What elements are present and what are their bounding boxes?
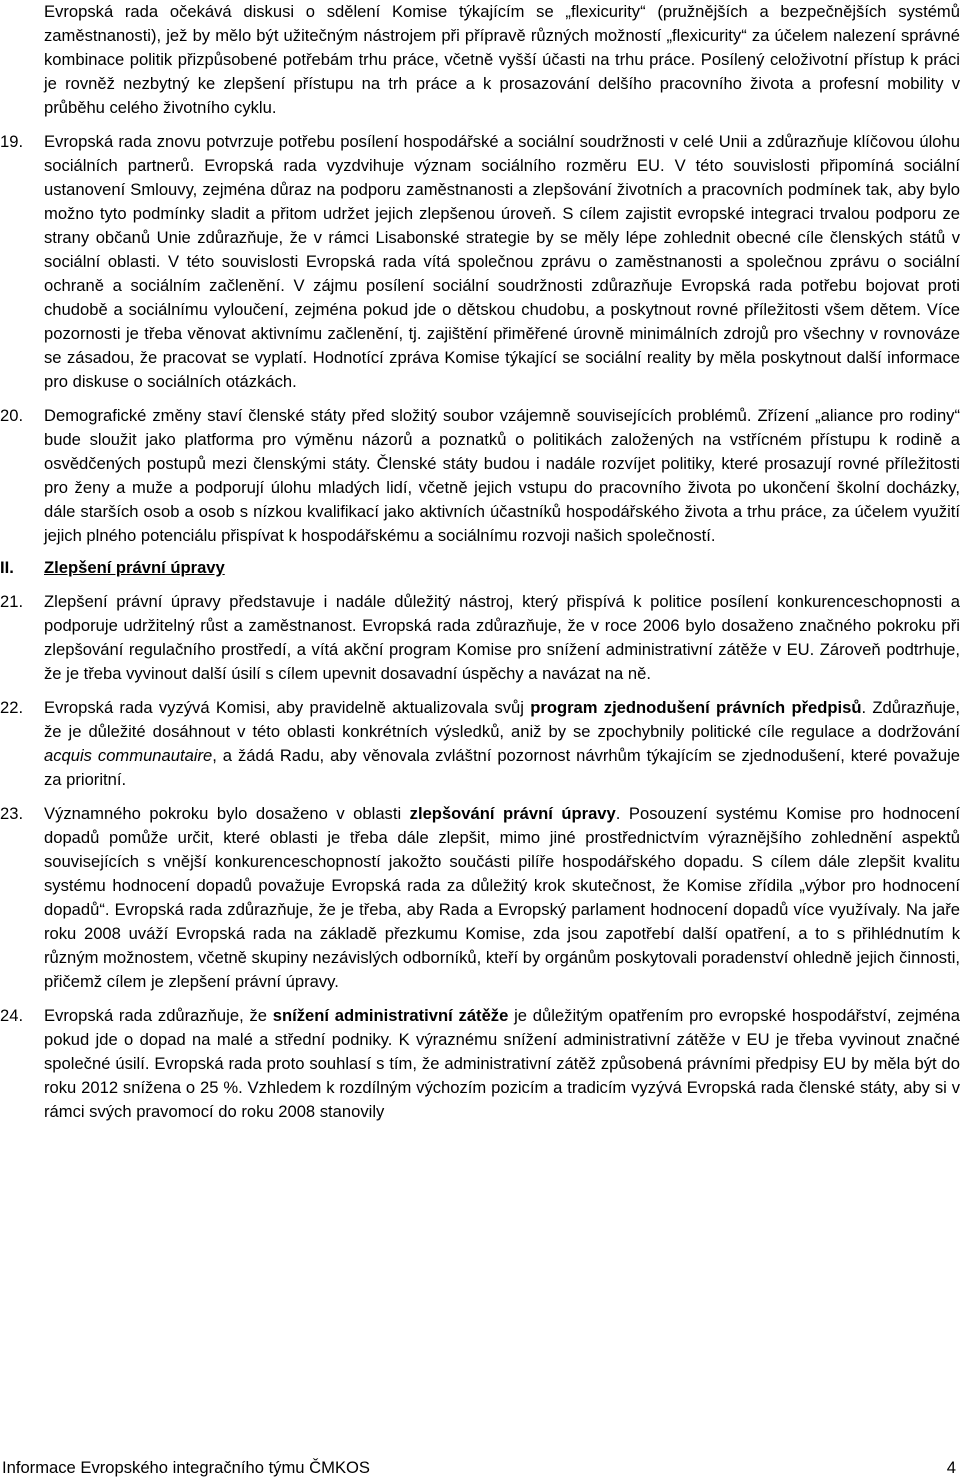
paragraph-text: Demografické změny staví členské státy před složitý soubor vzájemně souvisejících problémů. Zřízení „aliance pro rodiny“ bude sloužit jako platforma pro výměnu názorů a poznatků o politikách založených na vstřícném přístupu k rodině a osvědčených postupů mezi členskými státy. Členské státy budou i nadále rozvíjet politiky, které prosazují rovné příležitosti pro ženy a muže a podporují úlohu mladých lidí, včetně jejich vstupu do pracovního života po ukončení školní docházky, dále starších osob a osob s nízkou kvalifikací jako aktivních účastníků hospodářského života a trhu práce, za účelem využití jejich plného potenciálu přispívat k hospodářskému a sociálnímu rozvoji našich společností.	[44, 406, 960, 545]
paragraph-text: Evropská rada očekává diskusi o sdělení Komise týkajícím se „flexicurity“ (pružnějších a bezpečnějších systémů zaměstnanosti), jež by mělo být užitečným nástrojem při přípravě různých možností „flexicurity“ za účelem nalezení správné kombinace politik přizpůsobené potřebám trhu práce, včetně vyšší účasti na trhu práce. Posílený celoživotní přístup k práci je rovněž nezbytný ke zlepšení přístupu na trh práce a k prosazování delšího pracovního života a profesní mobility v průběhu celého životního cyklu.	[44, 2, 960, 117]
paragraph-text: Evropská rada vyzývá Komisi, aby pravidelně aktualizovala svůj	[44, 698, 531, 717]
paragraph-number: 20.	[0, 406, 24, 425]
page-footer	[0, 1458, 960, 1482]
paragraph-text: Významného pokroku bylo dosaženo v oblasti	[44, 804, 410, 823]
paragraph-text: . Posouzení systému Komise pro hodnocení dopadů pomůže určit, které oblasti je třeba dále zlepšit, mimo jiné prostřednictvím výraznějšího zohlednění aspektů souvisejících s vnější konkurenceschopností jakožto součásti pilíře hospodářského dopadu. S cílem dále zlepšit kvalitu systému hodnocení dopadů považuje Evropská rada za důležitý krok skutečnost, že Komise zřídila „výbor pro hodnocení dopadů“. Evropská rada zdůrazňuje, že je třeba, aby Rada a Evropský parlament hodnocení dopadů více využívaly. Na jaře roku 2008 uváží Evropská rada na základě přezkumu Komise, zda jsou zapotřebí další opatření, a to s přihlédnutím k různým možnostem, včetně skupiny nezávislých odborníků, kteří by orgánům poskytovali poradenství ohledně jejich činnosti, přičemž cílem je zlepšení právní úpravy.	[44, 804, 960, 991]
paragraph-text: Evropská rada znovu potvrzuje potřebu posílení hospodářské a sociální soudržnosti v celé Unii a zdůrazňuje klíčovou úlohu sociálních partnerů. Evropská rada vyzdvihuje význam sociálního rozměru EU. V této souvislosti připomíná sociální ustanovení Smlouvy, zejména důraz na podporu zaměstnanosti a zlepšování životních a pracovních podmínek tak, aby bylo možno tyto podmínky sladit a přitom udržet jejich zlepšenou úroveň. S cílem zajistit evropské integraci trvalou podporu ze strany občanů Unie zdůrazňuje, že v rámci Lisabonské strategie by se měly lépe zohlednit obecné cíle členských států v sociální oblasti. V této souvislosti Evropská rada vítá společnou zprávu o zaměstnanosti a společnou zprávu o sociální ochraně a sociálním začlenění. V zájmu posílení sociální soudržnosti zdůrazňuje Evropská rada potřebu bojovat proti chudobě a sociálnímu vyloučení, zejména pokud jde o dětskou chudobu, a poskytnout rovné příležitosti všem dětem. Více pozornosti je třeba věnovat aktivnímu začlenění, tj. zajištění přiměřené úrovně minimálních zdrojů pro všechny v rovnováze se zásadou, že pracovat se vyplatí. Hodnotící zpráva Komise týkající se sociální reality by měla poskytnout další informace pro diskuse o sociálních otázkách.	[44, 132, 960, 391]
page-number: 4	[946, 1458, 956, 1477]
italic-phrase: acquis communautaire	[44, 746, 213, 765]
bold-phrase: zlepšování právní úpravy	[409, 804, 616, 823]
paragraph-number: 24.	[0, 1006, 24, 1025]
paragraph-text: . Zdůrazňuje, že je důležité dosáhnout v této oblasti konkrétních výsledků, aniž by se zpochybnily politické cíle regulace a dodržování	[44, 698, 960, 741]
bold-phrase: snížení administrativní zátěže	[272, 1006, 509, 1025]
paragraph-text: Zlepšení právní úpravy představuje i nadále důležitý nástroj, který přispívá k politice posílení konkurenceschopnosti a podporuje udržitelný růst a zaměstnanost. Evropská rada zdůrazňuje, že v roce 2006 bylo dosaženo značného pokroku při zlepšování regulačního prostředí, a vítá akční program Komise pro snížení administrativní zátěže v EU. Zároveň podtrhuje, že je třeba vyvinout další úsilí s cílem upevnit dosavadní úspěchy a navázat na ně.	[44, 592, 960, 683]
paragraph-23	[0, 802, 960, 994]
paragraph-text: je důležitým opatřením pro evropské hospodářství, zejména pokud jde o dopad na malé a střední podniky. K výraznému snížení administrativní zátěže v EU je třeba vyvinout značné společné úsilí. Evropská rada proto souhlasí s tím, že administrativní zátěž způsobená právními předpisy EU by měla být do roku 2012 snížena o 25 %. Vzhledem k rozdílným výchozím pozicím a tradicím vyzývá Evropská rada členské státy, aby si v rámci svých pravomocí do roku 2008 stanovily	[44, 1006, 960, 1121]
paragraph-22	[0, 696, 960, 792]
paragraph-number: 22.	[0, 698, 24, 717]
paragraph-20	[0, 404, 960, 548]
paragraph-text: , a žádá Radu, aby věnovala zvláštní pozornost návrhům týkajícím se zjednodušení, které považuje za prioritní.	[44, 746, 960, 789]
footer-title: Informace Evropského integračního týmu ČMKOS	[2, 1458, 370, 1477]
paragraph-19	[0, 130, 960, 394]
paragraph-24	[0, 1004, 960, 1124]
section-title: Zlepšení právní úpravy	[44, 558, 225, 577]
section-number: II.	[0, 558, 14, 577]
paragraph-number: 23.	[0, 804, 24, 823]
paragraph-number: 21.	[0, 592, 24, 611]
paragraph-18-continuation	[0, 0, 960, 120]
section-heading	[0, 556, 960, 580]
bold-phrase: program zjednodušení právních předpisů	[530, 698, 862, 717]
paragraph-number: 19.	[0, 132, 24, 151]
paragraph-text: Evropská rada zdůrazňuje, že	[44, 1006, 273, 1025]
paragraph-21	[0, 590, 960, 686]
